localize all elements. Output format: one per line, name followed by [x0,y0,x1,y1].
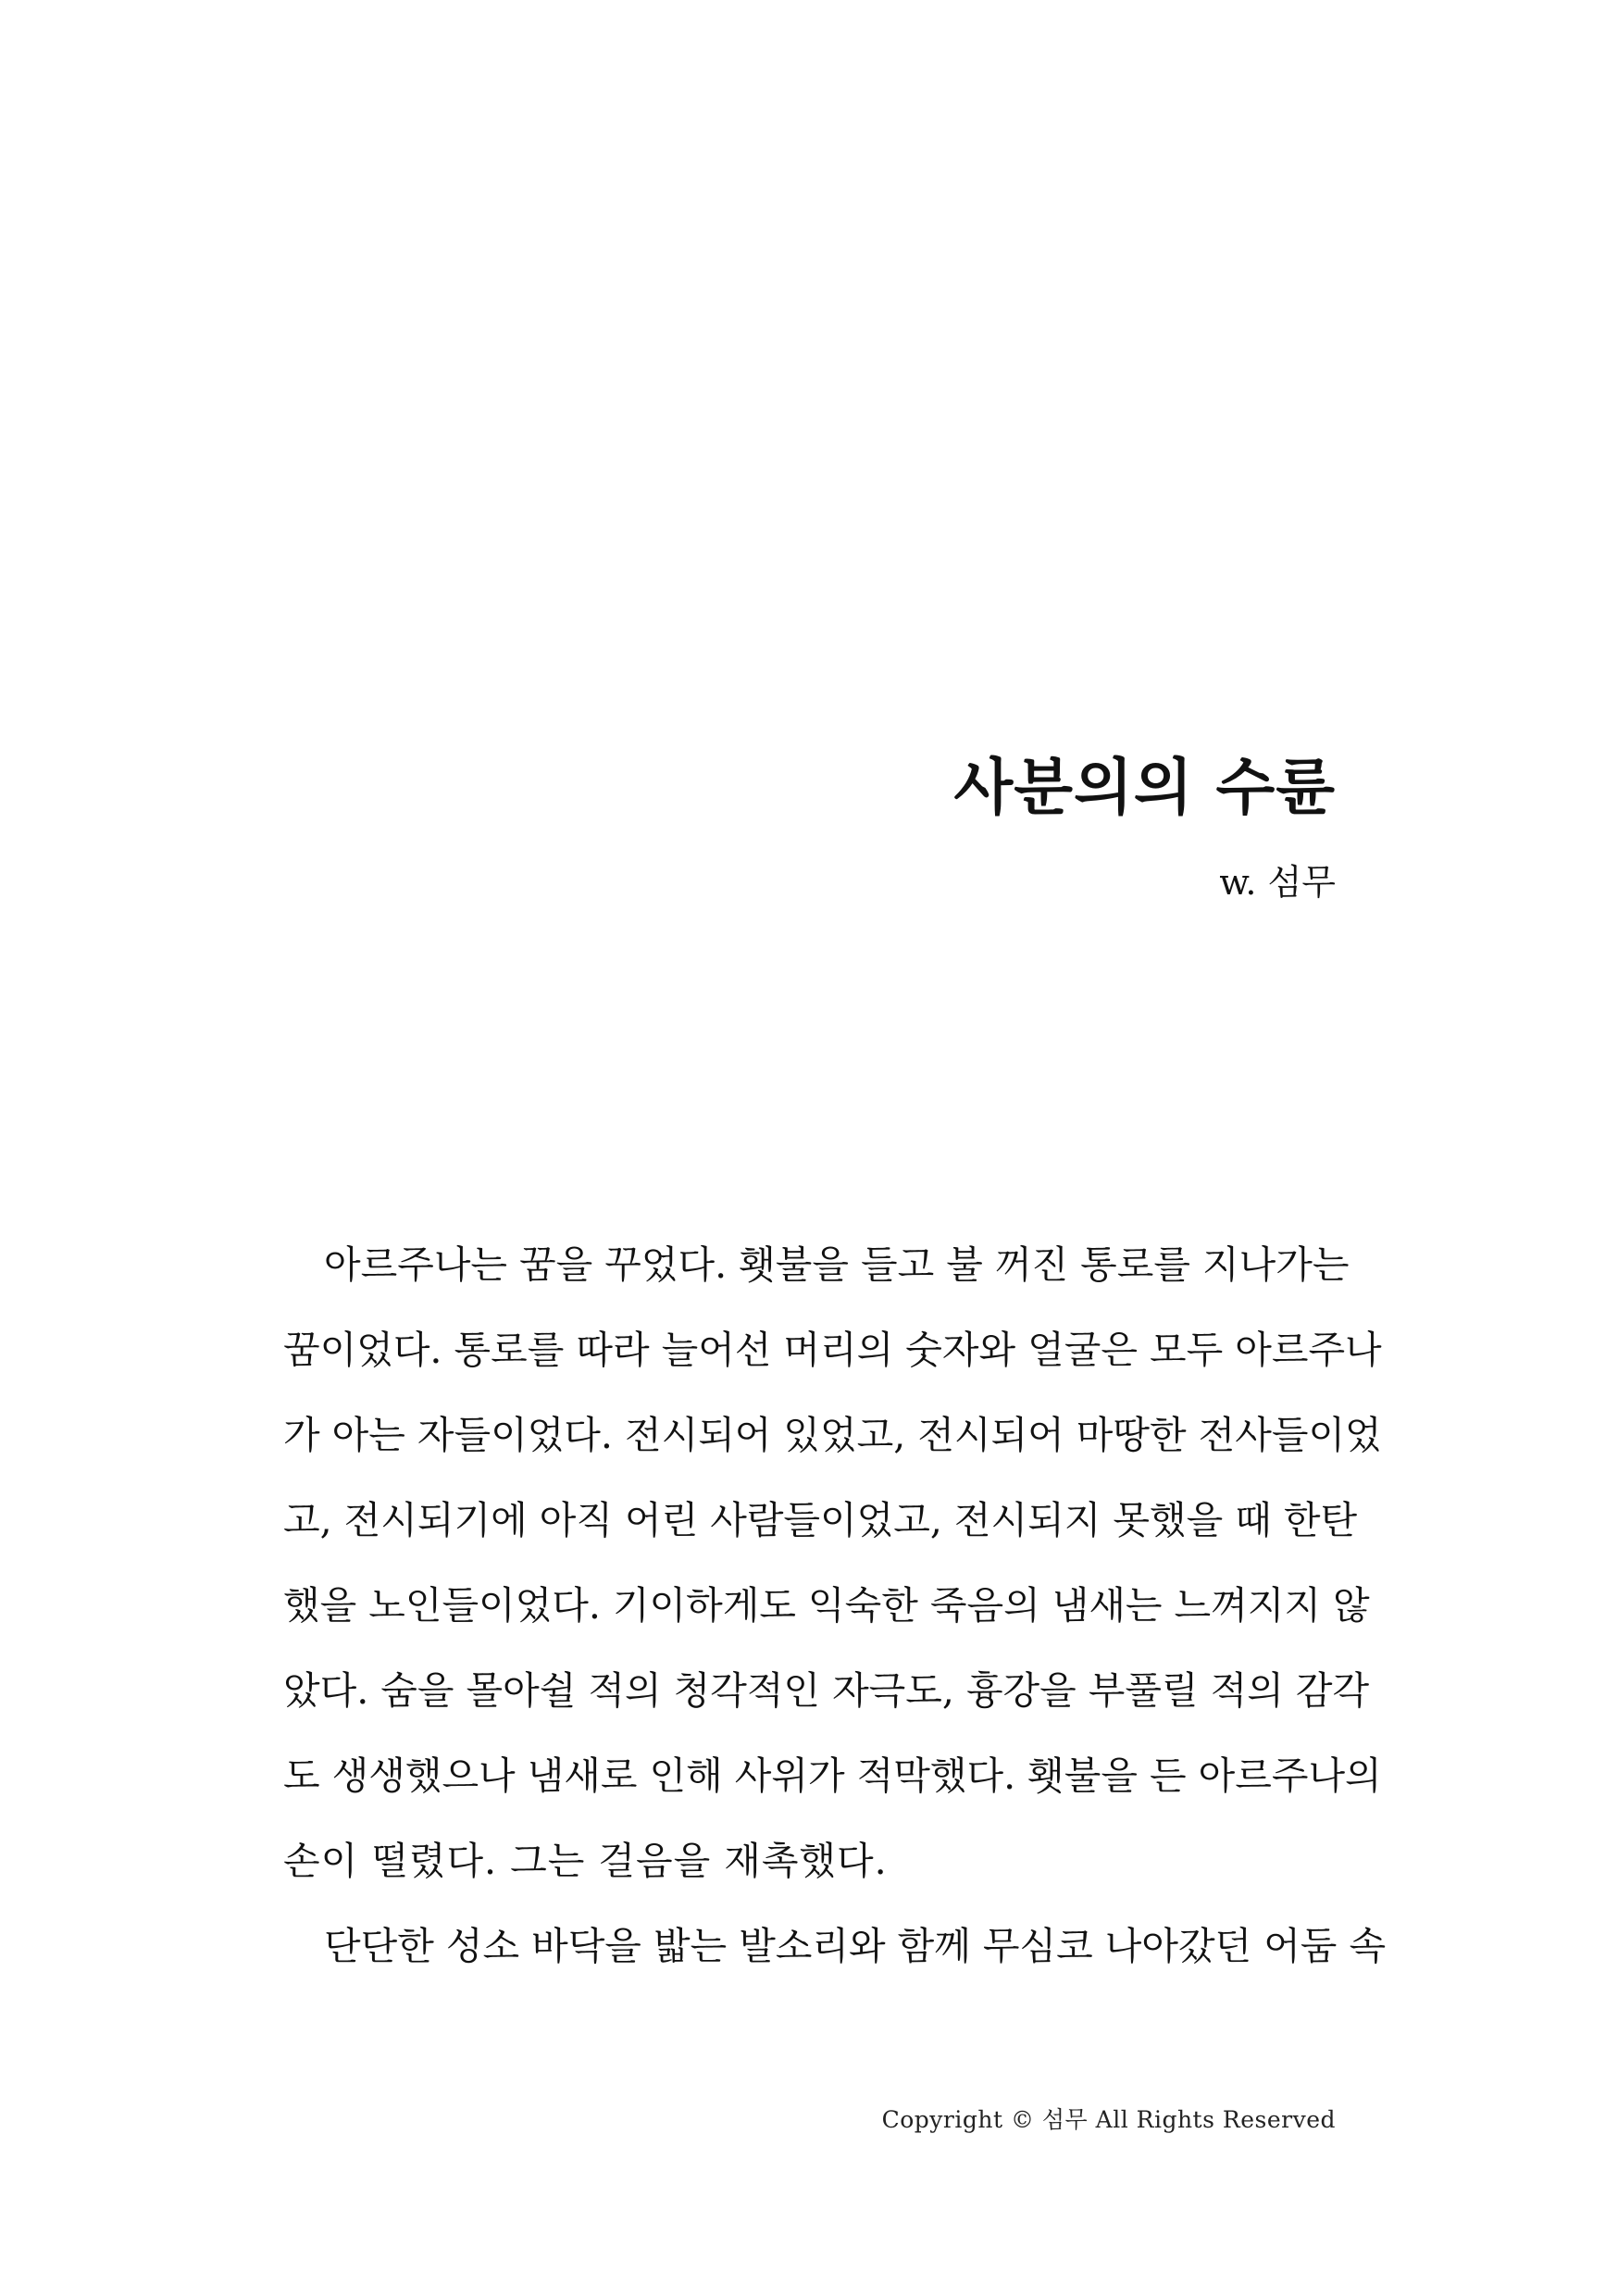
text-line: 가 아는 자들이었다. 전시되어 있었고, 전시되어 마땅한 전사들이었 [283,1413,1382,1457]
text-line: 단단한 성소 바닥을 밟는 발소리와 함께 무심코 나아갔던 어둠 속 [324,1924,1387,1968]
paragraph [283,1222,1382,1903]
text-line: 도 생생했으나 냄새로 인해 사위가 적막했다. 횃불을 든 아르주나의 [283,1753,1382,1798]
title-block [953,752,1336,903]
text-line: 아르주나는 꿈을 꾸었다. 횃불을 들고 불 꺼진 통로를 지나가는 [324,1242,1350,1287]
text-line: 손이 떨렸다. 그는 걸음을 재촉했다. [283,1839,888,1883]
text-line: 꿈이었다. 통로를 따라 늘어선 머리의 숫자와 얼굴은 모두 아르주나 [283,1328,1382,1372]
page-title: 사분의의 수륜 [953,752,1336,823]
text-line: 했을 노인들이었다. 기이하게도 익숙한 죽음의 냄새는 느껴지지 않 [283,1583,1370,1628]
paragraph [283,1903,1387,1989]
body-text [283,1222,1387,1989]
copyright-notice: Copyright © 섬무 All Rights Reserved [881,2106,1336,2133]
text-line: 았다. 숨을 몰아쉴 적의 청각적인 자극도, 흉강을 부풀릴 적의 감각 [283,1668,1370,1713]
text-line: 고, 전시되기에 아직 어린 사람들이었고, 전시되지 못했을 때 한탄 [283,1498,1358,1542]
author-byline: w. 섬무 [1219,862,1336,903]
